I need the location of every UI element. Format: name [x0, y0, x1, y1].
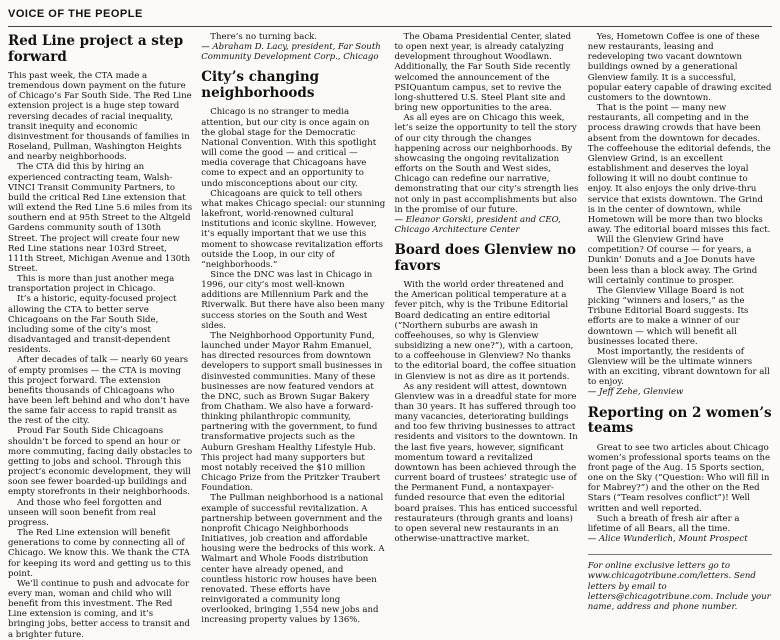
- letter3-paragraph: Will the Glenview Grind have competition? Of course — for years, a Dunkin’ Donuts and a Joe Donuts have been less than a block away. The Grind will certainly continue to prosper.: [587, 235, 758, 286]
- letter1-paragraph: We’ll continue to push and advocate for every man, woman and child who will benefit from this investment. The Red Line extension is coming, and it’s bringing jobs, better access to transit and a brighter future.: [8, 578, 191, 640]
- letter3-headline: Board does Glenview no favors: [394, 242, 577, 274]
- letter2-paragraph: The Pullman neighborhood is a national example of successful revitalization. A partnership between government and the nonprofit Chicago Neighborhoods Initiatives, job creation and affordable housing were the bedrocks of this work. A Walmart and Whole Foods distribution center have already opened, and countless historic row houses have been renovated. These efforts have reinvigorated a community long overlooked, bringing 1,554 new jobs and increasing property values by 136%.: [201, 493, 385, 626]
- section-divider: [8, 26, 772, 27]
- letter2-paragraph: The Neighborhood Opportunity Fund, launched under Mayor Rahm Emanuel, has directed resources from downtown developers to support small businesses in disinvested communities. Many of these businesses are now featured vendors at the DNC, such as Brown Sugar Bakery from Chatham. We also have a forward-thinking philanthropic community, partnering with the government, to fund transformative projects such as the Auburn Gresham Healthy Lifestyle Hub. This project had many supporters but most notably received the $10 million Chicago Prize from the Pritzker Traubert Foundation.: [201, 330, 383, 494]
- letter1-paragraph: After decades of talk — nearly 60 years of empty promises — the CTA is moving this project forward. The extension benefits thousands of Chicagoans who have been left behind and who don’t have the same fair access to rapid transit as the rest of the city.: [8, 355, 190, 427]
- letter3-paragraph: Yes, Hometown Coffee is one of these new restaurants, leasing and redeveloping two vacant downtown buildings owned by a generational Glenview family. It is a successful, popular eatery capable of drawing excited customers to the downtown.: [587, 32, 772, 103]
- letter1-paragraph: The Red Line extension will benefit generations to come by connecting all of Chicago. We know this. We thank the CTA for keeping its word and getting us to this point.: [8, 528, 191, 579]
- letter1-paragraph: This is more than just another mega transportation project in Chicago.: [8, 274, 175, 295]
- letter3-paragraph: That is the point — many new restaurants, all competing and in the process drawing crowds that have been absent from the downtown for decades. The coffeehouse the editorial defends, the Glenview Grind, is an excellent establishment and deserves the loyal following it will no doubt continue to enjoy. It also enjoys the only drive-thru service that exists downtown. The Grind is in the center of downtown, while Hometown will be more than two blocks away. The editorial board misses this fact.: [587, 103, 771, 235]
- letter3-paragraph: Most importantly, the residents of Glenview will be the ultimate winners with an exciting, vibrant downtown for all to enjoy.: [587, 346, 770, 388]
- letter3-signature: — Jeff Zehe, Glenview: [587, 387, 684, 398]
- column-1: [8, 32, 193, 640]
- letter3-paragraph: The Glenview Village Board is not picking “winners and losers,” as the Tribune Editorial Board suggests. Its efforts are to make a winner of our downtown — which will benefit all businesses located there.: [587, 285, 749, 347]
- letter1-paragraph: This past week, the CTA made a tremendous down payment on the future of Chicago’s Far South Side. The Red Line extension project is a huge step toward reversing decades of racial inequality, transit inequity and economic disinvestment for thousands of families in Roseland, Pullman, Washington Heights and nearby neighborhoods.: [8, 71, 192, 163]
- letter2-paragraph: Chicagoans are quick to tell others what makes Chicago special: our stunning lakefront, world-renowned cultural institutions and iconic skyline. However, it’s equally important that we use this moment to showcase revitalization efforts outside the Loop, in our city of “neighborhoods.”: [201, 188, 386, 270]
- letter4-headline: Reporting on 2 women’s teams: [587, 404, 772, 437]
- letter2-paragraph: Since the DNC was last in Chicago in 1996, our city’s most well-known additions are Millennium Park and the Riverwalk. But there have also been many success stories on the South and West sides.: [201, 269, 385, 331]
- letter3-paragraph: As any resident will attest, downtown Glenview was in a dreadful state for more than 30 years. It has suffered through too many vacancies, deteriorating buildings and too few thriving businesses to attract residents and visitors to the downtown. In the last five years, however, significant momentum toward a revitalized downtown has been achieved through the current board of trustees’ strategic use of the Permanent Fund, a nontaxpayer-funded resource that even the editorial board praises. This has enticed successful restaurateurs (through grants and loans) to open several new restaurants in an otherwise-unattractive market.: [394, 381, 578, 545]
- letter2-paragraph: As all eyes are on Chicago this week, let’s seize the opportunity to tell the story of our city through the changes happening across our neighborhoods. By showcasing the ongoing revitalization efforts on the South and West sides, Chicago can redefine our narrative, demonstrating that our city’s strength lies not only in past accomplishments but also in the promise of our future.: [394, 113, 579, 215]
- letter1-paragraph: And those who feel forgotten and unseen will soon benefit from real progress.: [8, 497, 162, 528]
- letter3-paragraph: With the world order threatened and the American political temperature at a fever pitch, why is the Tribune Editorial Board dedicating an entire editorial (“Northern suburbs are awash in coffeehouses, so why is Glenview subsidizing a new one?”), with a cartoon, to a coffeehouse in Glenview? No thanks to the editorial board, the coffee situation in Glenview is not as dire as it portends.: [394, 280, 576, 382]
- letter4-signature: — Alice Wunderlich, Mount Prospect: [587, 534, 748, 545]
- letter4-paragraph: Such a breath of fresh air after a lifetime of all Bears, all the time.: [587, 513, 740, 534]
- submission-note: For online exclusive letters go to www.chicagotribune.com/letters. Send letters by email to letters@chicagotribune.com. Include your name, address and phone number.: [588, 554, 772, 612]
- letter2-headline: City’s changing neighborhoods: [201, 69, 320, 101]
- column-2: [201, 32, 385, 632]
- letter2-signature: — Eleanor Gorski, president and CEO, Chicago Architecture Center: [394, 214, 561, 235]
- letter1-headline: Red Line project a step forward: [8, 33, 184, 65]
- letter4-paragraph: Great to see two articles about Chicago women’s professional sports teams on the front page of the Aug. 15 Sports section, one on the Sky (“Question: Who will fill in for Mabrey?”) and the other on the Red Stars (“Team resolves conflict”)! Well written and well reported.: [587, 442, 771, 514]
- section-label: VOICE OF THE PEOPLE: [8, 8, 143, 20]
- letter1-paragraph: The CTA did this by hiring an experienced contracting team, Walsh-VINCI Transit Community Partners, to build the critical Red Line extension that will extend the Red Line 5.6 miles from its southern end at 95th Street to the Altgeld Gardens community south of 130th Street. The project will create four new Red Line stations near 103rd Street, 111th Street, Michigan Avenue and 130th Street.: [8, 162, 193, 274]
- letter2-paragraph: The Obama Presidential Center, slated to open next year, is already catalyzing development throughout Woodlawn. Additionally, the Far South Side recently welcomed the announcement of the PSIQuantum campus, set to revive the long-shuttered U.S. Steel Plant site and bring new opportunities to the area.: [394, 32, 572, 114]
- column-4: [588, 32, 772, 632]
- letter1-signature: — Abraham D. Lacy, president, Far South Community Development Corp., Chicago: [201, 42, 381, 63]
- letter1-paragraph: There’s no turning back.: [210, 32, 318, 42]
- letter2-paragraph: Chicago is no stranger to media attention, but our city is once again on the global stage for the Democratic National Convention. With this spotlight will come the good — and critical — media coverage that Chicagoans have come to expect and an opportunity to undo misconceptions about our city.: [201, 107, 377, 189]
- column-3: [395, 32, 579, 632]
- letter1-paragraph: Proud Far South Side Chicagoans shouldn’t be forced to spend an hour or more commuting, facing daily obstacles to getting to jobs and school. Through this project’s economic development, they will soon see fewer boarded-up buildings and empty storefronts in their neighborhoods.: [8, 426, 193, 498]
- columns: [8, 32, 772, 640]
- letter1-paragraph: It’s a historic, equity-focused project allowing the CTA to better serve Chicagoans on the Far South Side, including some of the city’s most disadvantaged and transit-dependent residents.: [8, 294, 177, 356]
